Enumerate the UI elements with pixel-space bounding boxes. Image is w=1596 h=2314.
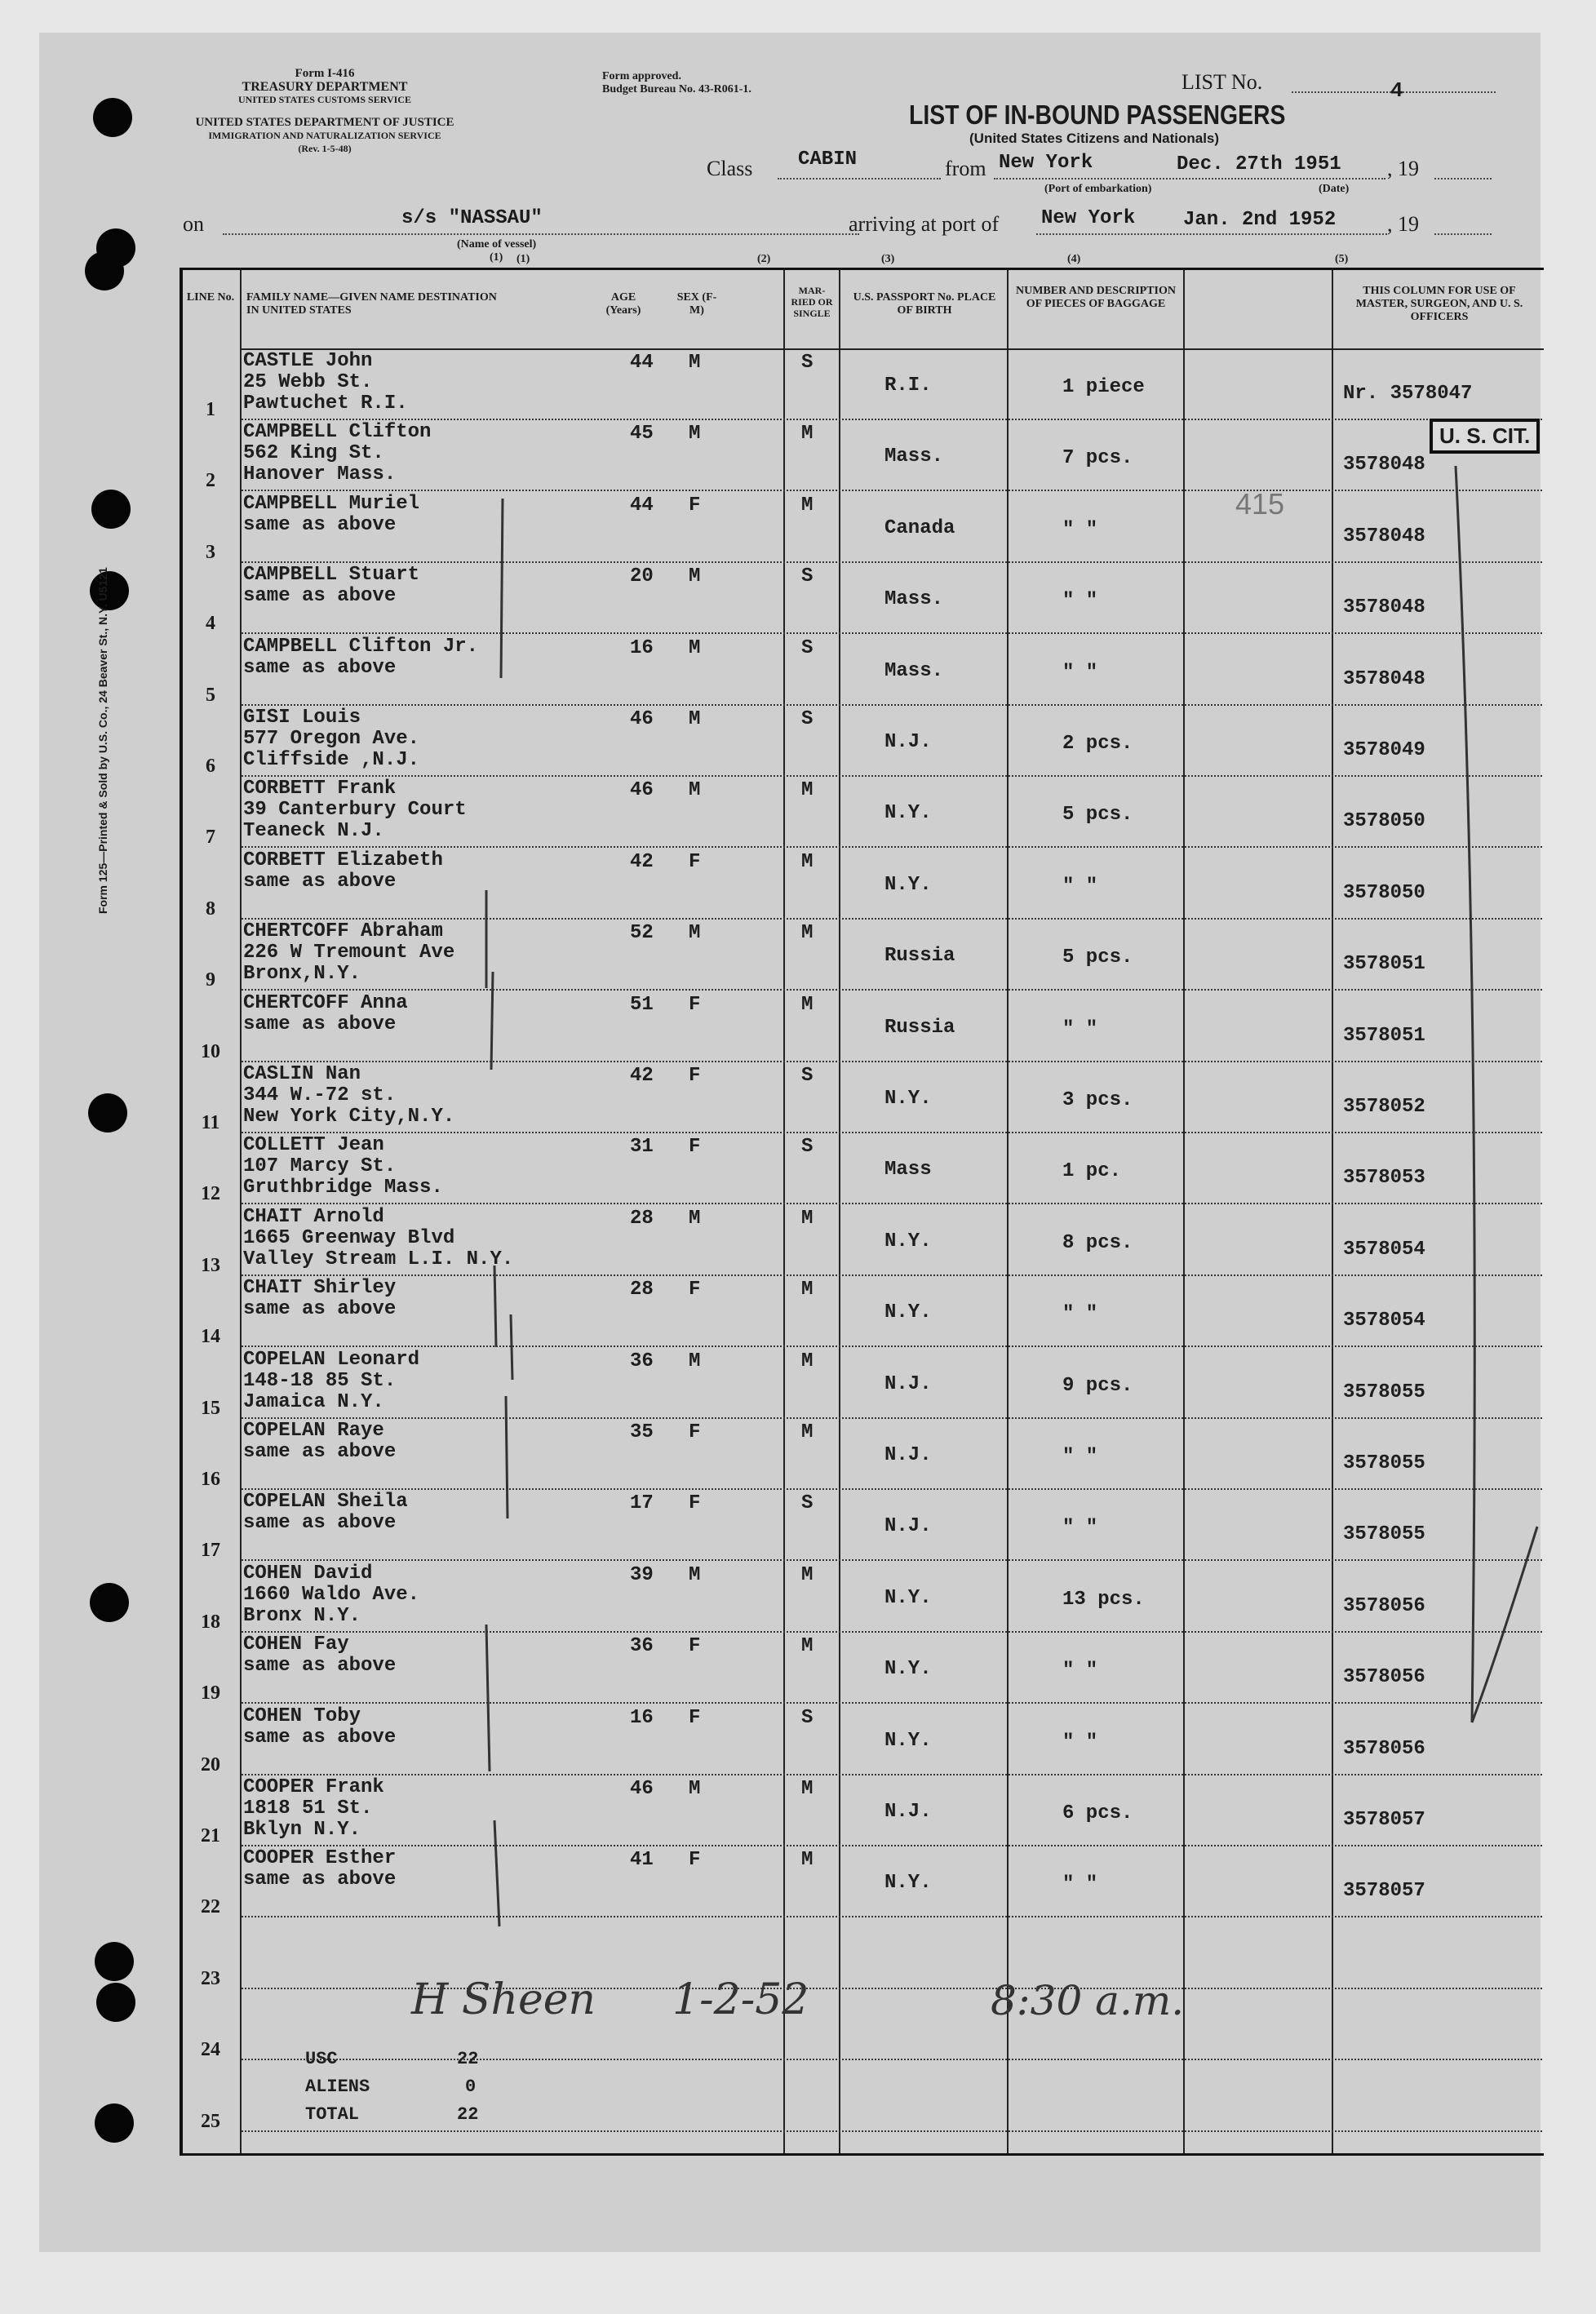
officer-number: 3578054 bbox=[1343, 1310, 1425, 1332]
officer-number: 3578048 bbox=[1343, 667, 1425, 690]
passenger-address: same as above bbox=[243, 1013, 397, 1035]
list-number-value: 4 bbox=[1390, 78, 1403, 103]
bracket-line bbox=[494, 1820, 499, 1926]
passenger-city: Bklyn N.Y. bbox=[243, 1819, 361, 1841]
dept-ins: IMMIGRATION AND NATURALIZATION SERVICE bbox=[208, 130, 441, 141]
baggage: 2 pcs. bbox=[1062, 733, 1133, 755]
place-of-birth: N.J. bbox=[884, 1801, 932, 1823]
line-number: 7 bbox=[206, 827, 215, 849]
from-date: Dec. 27th 1951 bbox=[1177, 153, 1341, 175]
line-number: 22 bbox=[201, 1896, 220, 1918]
passenger-marital-status: S bbox=[801, 636, 814, 659]
line-number: 21 bbox=[201, 1825, 220, 1846]
passenger-sex: M bbox=[689, 423, 701, 446]
line-number: 14 bbox=[201, 1326, 220, 1348]
line-number: 24 bbox=[201, 2039, 220, 2061]
inspector-signature: H Sheen bbox=[411, 1975, 596, 2024]
passenger-marital-status: S bbox=[801, 565, 814, 588]
passenger-address: same as above bbox=[243, 513, 397, 536]
inspection-date: 1-2-52 bbox=[672, 1975, 809, 2024]
passenger-address: same as above bbox=[243, 656, 397, 679]
passenger-sex: M bbox=[689, 708, 701, 730]
passenger-age: 51 bbox=[630, 993, 654, 1016]
line-number: 12 bbox=[201, 1183, 220, 1205]
officer-number: 3578052 bbox=[1343, 1096, 1425, 1118]
page-title: LIST OF IN-BOUND PASSENGERS bbox=[909, 100, 1286, 130]
arriving-label: arriving at port of bbox=[849, 212, 1000, 236]
inspection-time: 8:30 a.m. bbox=[991, 1977, 1185, 2024]
passenger-age: 28 bbox=[630, 1279, 654, 1301]
dept-justice: UNITED STATES DEPARTMENT OF JUSTICE bbox=[195, 116, 454, 129]
passenger-address: 107 Marcy St. bbox=[243, 1155, 397, 1178]
punch-hole bbox=[85, 251, 124, 290]
passenger-sex: F bbox=[689, 1136, 701, 1159]
passenger-marital-status: S bbox=[801, 1492, 814, 1515]
place-of-birth: N.Y. bbox=[884, 873, 932, 896]
passenger-name: CHAIT Shirley bbox=[243, 1277, 397, 1300]
officer-number: 3578056 bbox=[1343, 1666, 1425, 1689]
passenger-city: Pawtuchet R.I. bbox=[243, 392, 408, 414]
passenger-sex: F bbox=[689, 1279, 701, 1301]
baggage: 5 pcs. bbox=[1062, 946, 1133, 969]
punch-hole bbox=[95, 2103, 134, 2143]
passenger-name: CASLIN Nan bbox=[243, 1063, 361, 1085]
passenger-sex: M bbox=[689, 1778, 701, 1800]
passenger-address: 344 W.-72 st. bbox=[243, 1084, 397, 1106]
passenger-name: CHERTCOFF Abraham bbox=[243, 920, 443, 943]
passenger-address: 1818 51 St. bbox=[243, 1798, 373, 1820]
arriving-port: New York bbox=[1041, 207, 1136, 229]
column-number-3: (3) bbox=[881, 253, 895, 265]
form-approved: Form approved. bbox=[602, 70, 681, 82]
form-number: Form I-416 bbox=[295, 67, 355, 80]
passenger-sex: M bbox=[689, 779, 701, 802]
header-baggage: NUMBER AND DESCRIPTION OF PIECES OF BAGGAGE bbox=[1015, 285, 1177, 310]
place-of-birth: Mass bbox=[884, 1159, 932, 1181]
passenger-sex: F bbox=[689, 1706, 701, 1729]
officer-number: 3578051 bbox=[1343, 1024, 1425, 1047]
place-of-birth: N.Y. bbox=[884, 1658, 932, 1681]
class-value: CABIN bbox=[798, 149, 858, 171]
passenger-address: 562 King St. bbox=[243, 442, 384, 465]
passenger-name: CORBETT Elizabeth bbox=[243, 849, 443, 871]
line-number: 9 bbox=[206, 969, 215, 991]
baggage: " " bbox=[1062, 1517, 1098, 1540]
place-of-birth: Mass. bbox=[884, 588, 944, 611]
passenger-sex: F bbox=[689, 1492, 701, 1515]
line-number: 19 bbox=[201, 1682, 220, 1704]
baggage: 7 pcs. bbox=[1062, 447, 1133, 470]
baggage: " " bbox=[1062, 1017, 1098, 1040]
aliens-label: ALIENS bbox=[305, 2077, 370, 2097]
line-number: 18 bbox=[201, 1611, 220, 1633]
passenger-name: COHEN Toby bbox=[243, 1704, 361, 1727]
passenger-sex: M bbox=[689, 922, 701, 945]
bracket-line bbox=[501, 499, 503, 678]
passenger-name: COHEN Fay bbox=[243, 1634, 349, 1656]
from-port: New York bbox=[999, 152, 1093, 174]
header-passport: U.S. PASSPORT No. PLACE OF BIRTH bbox=[853, 291, 996, 317]
passenger-name: COOPER Esther bbox=[243, 1847, 397, 1870]
passenger-age: 20 bbox=[630, 565, 654, 588]
passenger-city: Hanover Mass. bbox=[243, 463, 397, 486]
baggage: " " bbox=[1062, 1660, 1098, 1682]
passenger-sex: F bbox=[689, 1065, 701, 1087]
passenger-age: 44 bbox=[630, 494, 654, 516]
place-of-birth: Russia bbox=[884, 1016, 955, 1039]
officer-number: 3578048 bbox=[1343, 596, 1425, 619]
passenger-marital-status: S bbox=[801, 708, 814, 730]
line-number: 10 bbox=[201, 1040, 220, 1062]
place-of-birth: Canada bbox=[884, 516, 955, 539]
passenger-age: 45 bbox=[630, 423, 654, 446]
passenger-name: COLLETT Jean bbox=[243, 1134, 384, 1157]
passenger-city: Jamaica N.Y. bbox=[243, 1390, 384, 1413]
passenger-marital-status: S bbox=[801, 1065, 814, 1087]
line-number: 23 bbox=[201, 1967, 220, 1989]
officer-number: 3578054 bbox=[1343, 1238, 1425, 1261]
line-number: 17 bbox=[201, 1540, 220, 1562]
passenger-marital-status: M bbox=[801, 494, 814, 516]
passenger-address: same as above bbox=[243, 870, 397, 893]
passenger-name: COPELAN Raye bbox=[243, 1420, 384, 1442]
line-number: 11 bbox=[201, 1112, 220, 1133]
budget-bureau: Budget Bureau No. 43-R061-1. bbox=[602, 83, 751, 95]
baggage: " " bbox=[1062, 590, 1098, 613]
passenger-marital-status: M bbox=[801, 850, 814, 873]
punch-hole bbox=[95, 1942, 134, 1981]
passenger-age: 36 bbox=[630, 1350, 654, 1372]
officer-number: 3578050 bbox=[1343, 810, 1425, 833]
passenger-age: 36 bbox=[630, 1635, 654, 1658]
line-number: 16 bbox=[201, 1469, 220, 1490]
baggage: " " bbox=[1062, 1303, 1098, 1326]
baggage: 13 pcs. bbox=[1062, 1588, 1145, 1611]
officer-number: Nr. 3578047 bbox=[1343, 383, 1473, 405]
passenger-city: Cliffside ,N.J. bbox=[243, 749, 420, 771]
passenger-sex: F bbox=[689, 993, 701, 1016]
passenger-city: Bronx N.Y. bbox=[243, 1604, 361, 1627]
place-of-birth: R.I. bbox=[884, 375, 932, 397]
printer-imprint: Form 125—Printed & Sold by U.S. Co., 24 Beaver St., N.Y. U5121 bbox=[96, 567, 109, 914]
line-number: 13 bbox=[201, 1254, 220, 1276]
officer-number: 3578055 bbox=[1343, 1381, 1425, 1403]
line-number: 8 bbox=[206, 898, 215, 920]
baggage: " " bbox=[1062, 1731, 1098, 1753]
column-number-5: (5) bbox=[1335, 253, 1349, 265]
passenger-marital-status: M bbox=[801, 423, 814, 446]
passenger-city: Valley Stream L.I. N.Y. bbox=[243, 1248, 514, 1270]
passenger-sex: F bbox=[689, 1635, 701, 1658]
place-of-birth: N.J. bbox=[884, 1515, 932, 1538]
passenger-marital-status: S bbox=[801, 352, 814, 374]
passenger-sex: M bbox=[689, 1350, 701, 1372]
passenger-marital-status: M bbox=[801, 993, 814, 1016]
passenger-name: CHERTCOFF Anna bbox=[243, 991, 408, 1014]
column-number-4: (4) bbox=[1067, 253, 1081, 265]
passenger-name: CAMPBELL Stuart bbox=[243, 564, 420, 587]
officer-number: 3578053 bbox=[1343, 1167, 1425, 1190]
header-married: MAR-RIED OR SINGLE bbox=[791, 285, 833, 319]
passenger-address: same as above bbox=[243, 1655, 397, 1678]
place-of-birth: N.Y. bbox=[884, 1872, 932, 1895]
officer-number: 3578056 bbox=[1343, 1737, 1425, 1760]
passenger-marital-status: S bbox=[801, 1136, 814, 1159]
column-number-2: (2) bbox=[757, 253, 771, 265]
passenger-address: same as above bbox=[243, 585, 397, 608]
header-sex: SEX (F-M) bbox=[676, 291, 717, 317]
line-number: 6 bbox=[206, 756, 215, 777]
passenger-age: 39 bbox=[630, 1563, 654, 1586]
passenger-marital-status: M bbox=[801, 922, 814, 945]
passenger-name: CHAIT Arnold bbox=[243, 1205, 384, 1228]
bracket-line bbox=[494, 1266, 496, 1347]
place-of-birth: N.Y. bbox=[884, 1230, 932, 1252]
us-citizen-stamp: U. S. CIT. bbox=[1430, 419, 1540, 454]
list-number-label: LIST No. bbox=[1181, 70, 1263, 94]
passenger-city: Bronx,N.Y. bbox=[243, 963, 361, 986]
baggage: 5 pcs. bbox=[1062, 804, 1133, 827]
page-subtitle: (United States Citizens and Nationals) bbox=[969, 131, 1220, 146]
passenger-age: 16 bbox=[630, 1706, 654, 1729]
passenger-sex: M bbox=[689, 1563, 701, 1586]
passenger-name: COOPER Frank bbox=[243, 1776, 384, 1798]
passenger-marital-status: M bbox=[801, 1207, 814, 1230]
manifest-page bbox=[39, 33, 1541, 2252]
baggage: 1 pc. bbox=[1062, 1160, 1122, 1183]
place-of-birth: N.Y. bbox=[884, 1729, 932, 1752]
passenger-address: 226 W Tremount Ave bbox=[243, 942, 455, 964]
passenger-sex: M bbox=[689, 565, 701, 588]
punch-hole bbox=[90, 1583, 129, 1622]
officer-number: 3578049 bbox=[1343, 739, 1425, 761]
passenger-address: 39 Canterbury Court bbox=[243, 799, 467, 822]
dept-customs: UNITED STATES CUSTOMS SERVICE bbox=[238, 94, 411, 105]
place-of-birth: N.Y. bbox=[884, 802, 932, 825]
baggage: 6 pcs. bbox=[1062, 1802, 1133, 1824]
place-of-birth: N.J. bbox=[884, 1372, 932, 1395]
line-number: 20 bbox=[201, 1753, 220, 1775]
passenger-marital-status: M bbox=[801, 1849, 814, 1872]
place-of-birth: N.Y. bbox=[884, 1088, 932, 1110]
passenger-age: 16 bbox=[630, 636, 654, 659]
passenger-address: 25 Webb St. bbox=[243, 371, 373, 393]
passenger-age: 42 bbox=[630, 1065, 654, 1087]
passenger-marital-status: M bbox=[801, 1778, 814, 1800]
passenger-name: COHEN David bbox=[243, 1562, 373, 1585]
passenger-age: 31 bbox=[630, 1136, 654, 1159]
usc-value: 22 bbox=[457, 2049, 479, 2069]
place-of-birth: Mass. bbox=[884, 446, 944, 468]
baggage: " " bbox=[1062, 661, 1098, 684]
place-of-birth: N.J. bbox=[884, 1444, 932, 1466]
officer-number: 3578057 bbox=[1343, 1809, 1425, 1831]
passenger-sex: M bbox=[689, 636, 701, 659]
officer-number: 3578056 bbox=[1343, 1594, 1425, 1617]
baggage: 1 piece bbox=[1062, 376, 1145, 398]
vessel-caption: (Name of vessel) bbox=[457, 238, 537, 250]
passenger-name: CORBETT Frank bbox=[243, 778, 397, 800]
officer-number: 3578055 bbox=[1343, 1523, 1425, 1546]
passenger-address: 1660 Waldo Ave. bbox=[243, 1583, 420, 1606]
line-number: 1 bbox=[206, 399, 215, 420]
baggage: " " bbox=[1062, 875, 1098, 898]
from-line bbox=[994, 178, 1385, 180]
officer-number: 3578048 bbox=[1343, 525, 1425, 547]
baggage: 3 pcs. bbox=[1062, 1089, 1133, 1111]
passenger-address: same as above bbox=[243, 1298, 397, 1321]
dept-treasury: TREASURY DEPARTMENT bbox=[242, 80, 408, 94]
passenger-age: 46 bbox=[630, 1778, 654, 1800]
total-value: 22 bbox=[457, 2104, 479, 2125]
bracket-line bbox=[491, 972, 493, 1070]
passenger-age: 28 bbox=[630, 1207, 654, 1230]
line-number: 3 bbox=[206, 541, 215, 563]
passenger-marital-status: M bbox=[801, 779, 814, 802]
passenger-marital-status: M bbox=[801, 1350, 814, 1372]
passenger-age: 42 bbox=[630, 850, 654, 873]
passenger-address: same as above bbox=[243, 1726, 397, 1749]
passenger-age: 44 bbox=[630, 352, 654, 374]
passenger-address: same as above bbox=[243, 1868, 397, 1891]
place-of-birth: N.Y. bbox=[884, 1586, 932, 1609]
officer-number: 3578055 bbox=[1343, 1452, 1425, 1474]
column-number-1: (1) bbox=[516, 253, 530, 265]
passenger-address: 1665 Greenway Blvd bbox=[243, 1226, 455, 1249]
passenger-name: CAMPBELL Clifton bbox=[243, 421, 432, 444]
officer-number: 3578051 bbox=[1343, 953, 1425, 976]
total-label: TOTAL bbox=[305, 2104, 360, 2125]
passenger-name: COPELAN Leonard bbox=[243, 1348, 420, 1371]
passenger-address: 577 Oregon Ave. bbox=[243, 728, 420, 750]
baggage: 8 pcs. bbox=[1062, 1231, 1133, 1254]
passenger-name: CAMPBELL Muriel bbox=[243, 492, 420, 515]
line-number: 25 bbox=[201, 2110, 220, 2132]
stamp-415: 415 bbox=[1235, 487, 1285, 521]
vessel-line bbox=[223, 233, 859, 235]
passenger-marital-status: M bbox=[801, 1279, 814, 1301]
baggage: " " bbox=[1062, 1873, 1098, 1896]
vessel-name: s/s "NASSAU" bbox=[401, 207, 543, 229]
passenger-address: same as above bbox=[243, 1441, 397, 1463]
on-label: on bbox=[183, 212, 204, 236]
year-line-1 bbox=[1434, 178, 1492, 180]
passenger-marital-status: S bbox=[801, 1706, 814, 1729]
place-of-birth: Russia bbox=[884, 945, 955, 968]
passenger-city: Gruthbridge Mass. bbox=[243, 1177, 443, 1199]
passenger-sex: F bbox=[689, 1421, 701, 1443]
passenger-sex: F bbox=[689, 494, 701, 516]
place-of-birth: N.J. bbox=[884, 731, 932, 753]
usc-label: USC bbox=[305, 2049, 338, 2069]
class-label: Class bbox=[707, 157, 753, 180]
passenger-marital-status: M bbox=[801, 1635, 814, 1658]
passenger-sex: M bbox=[689, 352, 701, 374]
check-line bbox=[1472, 1527, 1537, 1722]
passenger-age: 52 bbox=[630, 922, 654, 945]
header-age: AGE (Years) bbox=[605, 291, 641, 317]
officer-number: 3578057 bbox=[1343, 1880, 1425, 1903]
passenger-name: CASTLE John bbox=[243, 350, 373, 372]
bracket-line bbox=[511, 1314, 512, 1380]
punch-hole bbox=[93, 98, 132, 137]
place-of-birth: Mass. bbox=[884, 659, 944, 682]
vessel-caption-number: (1) bbox=[490, 251, 503, 264]
line-number: 4 bbox=[206, 613, 215, 635]
passenger-marital-status: M bbox=[801, 1421, 814, 1443]
passenger-table bbox=[180, 268, 1544, 2156]
bracket-line bbox=[486, 1625, 490, 1771]
punch-hole bbox=[96, 1983, 135, 2022]
aliens-value: 0 bbox=[465, 2077, 477, 2097]
date-caption: (Date) bbox=[1319, 183, 1350, 195]
header-name: FAMILY NAME—GIVEN NAME DESTINATION IN UNITED STATES bbox=[246, 291, 497, 317]
line-number: 5 bbox=[206, 684, 215, 706]
header-line-no: LINE No. bbox=[186, 291, 235, 304]
punch-hole bbox=[88, 1093, 127, 1133]
bracket-line bbox=[506, 1396, 508, 1518]
passenger-city: New York City,N.Y. bbox=[243, 1106, 455, 1128]
passenger-address: same as above bbox=[243, 1512, 397, 1535]
passenger-marital-status: M bbox=[801, 1563, 814, 1586]
passenger-age: 46 bbox=[630, 779, 654, 802]
arriving-line bbox=[1036, 233, 1387, 235]
year-suffix-1: , 19 bbox=[1387, 157, 1419, 180]
passenger-age: 35 bbox=[630, 1421, 654, 1443]
header-officers: THIS COLUMN FOR USE OF MASTER, SURGEON, AND U. S. OFFICERS bbox=[1355, 285, 1523, 323]
check-line bbox=[1456, 466, 1474, 1722]
officer-number: 3578050 bbox=[1343, 881, 1425, 904]
passenger-name: CAMPBELL Clifton Jr. bbox=[243, 635, 479, 658]
passenger-age: 17 bbox=[630, 1492, 654, 1515]
year-line-2 bbox=[1434, 233, 1492, 235]
passenger-city: Teaneck N.J. bbox=[243, 820, 384, 843]
from-label: from bbox=[945, 157, 986, 180]
port-caption: (Port of embarkation) bbox=[1044, 183, 1152, 195]
passenger-sex: F bbox=[689, 850, 701, 873]
passenger-age: 41 bbox=[630, 1849, 654, 1872]
line-number: 15 bbox=[201, 1397, 220, 1419]
baggage: 9 pcs. bbox=[1062, 1374, 1133, 1397]
place-of-birth: N.Y. bbox=[884, 1301, 932, 1324]
form-revision: (Rev. 1-5-48) bbox=[298, 143, 352, 154]
passenger-name: GISI Louis bbox=[243, 707, 361, 729]
passenger-sex: M bbox=[689, 1207, 701, 1230]
baggage: " " bbox=[1062, 518, 1098, 541]
passenger-sex: F bbox=[689, 1849, 701, 1872]
class-line bbox=[778, 178, 941, 180]
officer-number: 3578048 bbox=[1343, 454, 1425, 477]
pen-marks bbox=[183, 270, 1544, 2153]
arriving-date: Jan. 2nd 1952 bbox=[1183, 209, 1337, 231]
passenger-address: 148-18 85 St. bbox=[243, 1369, 397, 1392]
passenger-age: 46 bbox=[630, 708, 654, 730]
passenger-name: COPELAN Sheila bbox=[243, 1491, 408, 1514]
line-number: 2 bbox=[206, 470, 215, 492]
baggage: " " bbox=[1062, 1446, 1098, 1468]
punch-hole bbox=[91, 490, 131, 529]
year-suffix-2: , 19 bbox=[1387, 212, 1419, 236]
